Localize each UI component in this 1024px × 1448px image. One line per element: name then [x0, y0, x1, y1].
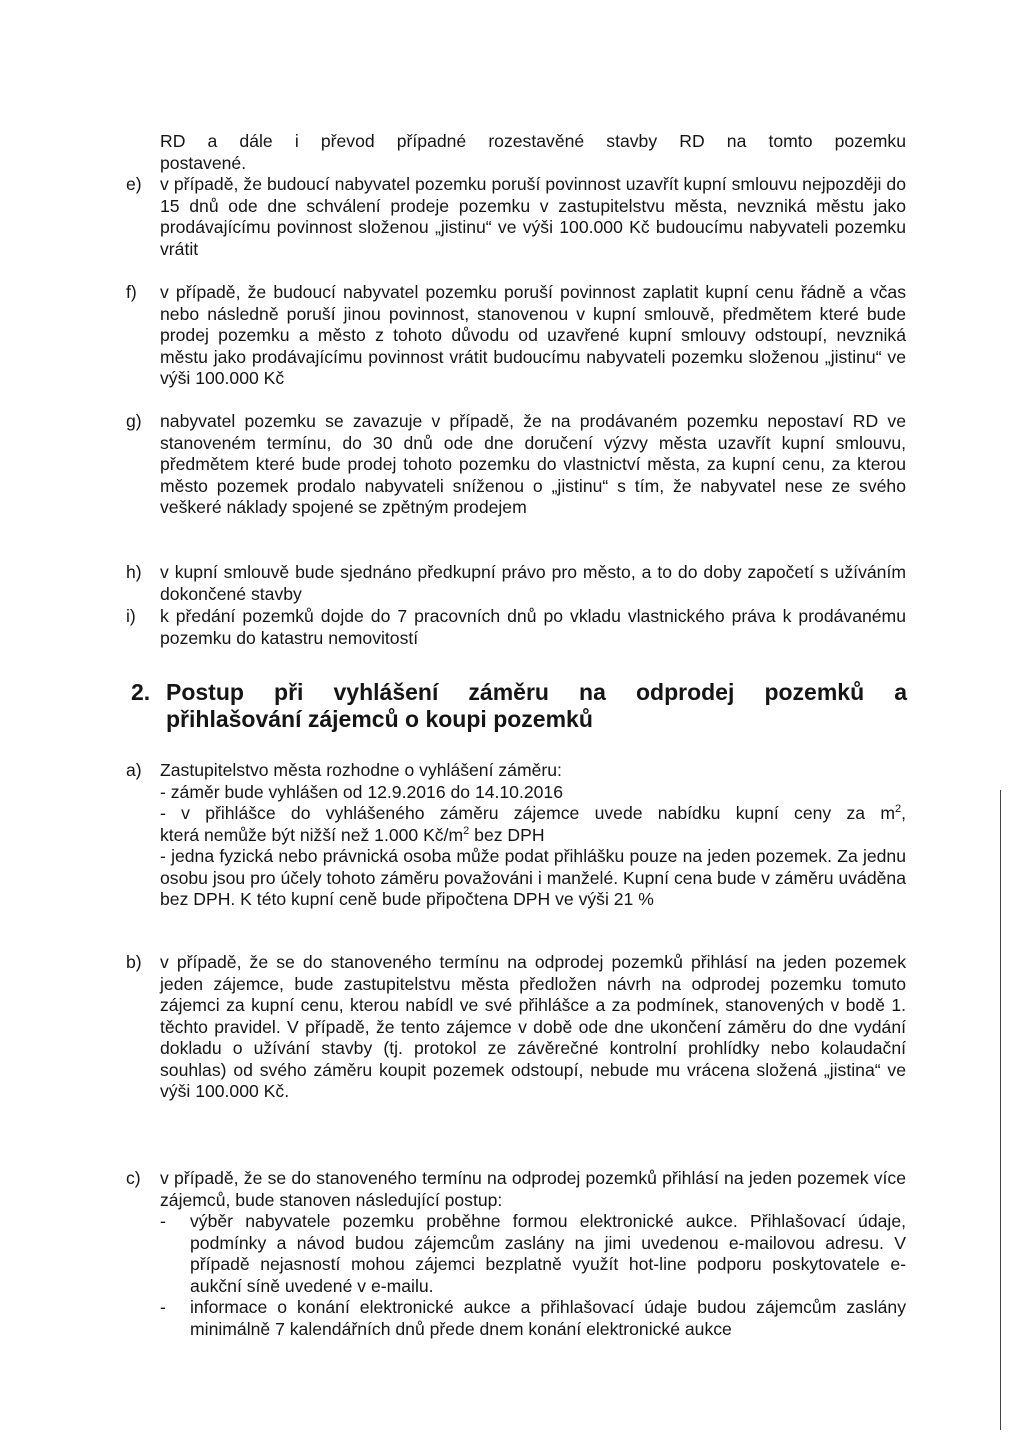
list-item-h — [126, 562, 906, 605]
section-title-line-1: Postup při vyhlášení záměru na odprodej pozemků a — [166, 679, 907, 705]
list-label: a) — [126, 760, 142, 780]
bullet-item — [160, 1297, 906, 1340]
margin-rule — [1000, 790, 1001, 1430]
item-a-line-3-text: - v přihlášce do vyhlášeného záměru zájemce uvede nabídku kupní ceny za m — [160, 803, 895, 823]
item-a-line-3-comma: , — [901, 803, 906, 823]
list-label: f) — [126, 282, 137, 302]
list-text: v případě, že budoucí nabyvatel pozemku poruší povinnost uzavřít kupní smlouvu nejpozději do 15 dnů ode dne schválení prodeje pozemku v zastupitelstvu města, nevzniká městu jako prodávajícímu povinnost složenou „jistinu“ ve výši 100.000 Kč budoucímu nabyvateli pozemku vrátit — [160, 174, 906, 259]
intro-line-2: postavené. — [160, 152, 247, 173]
list-text: v kupní smlouvě bude sjednáno předkupní právo pro město, a to do doby započetí s užíváním dokončené stavby — [160, 562, 906, 604]
item-a-line-4 — [160, 825, 906, 847]
intro-line-1: RD a dále i převod případné rozestavěné stavby RD na tomto pozemku — [160, 131, 906, 151]
item-a-line-3 — [160, 803, 906, 825]
bullet-text: výběr nabyvatele pozemku proběhne formou elektronické aukce. Přihlašovací údaje, podmínky a návod budou zájemcům zaslány na jimi uvedenou e-mailovou adresu. V případě nejasností mohou zájemci bezplatně využít hot-line podporu poskytovatele e-aukční síně uvedené v e-mailu. — [190, 1211, 906, 1296]
list-item-f — [126, 282, 906, 390]
list-text: v případě, že se do stanoveného termínu na odprodej pozemků přihlásí na jeden pozemek více zájemců, bude stanoven následující postup: — [160, 1168, 906, 1210]
list-text: v případě, že se do stanoveného termínu na odprodej pozemků přihlásí na jeden pozemek jeden zájemce, bude zastupitelstvu města předložen návrh na odprodej pozemku tomuto zájemci za kupní cenu, kterou nabídl ve své přihlášce a za podmínek, stanovených v bodě 1. těchto pravidel. V případě, že tento zájemce v době ode dne ukončení záměru do dne vydání dokladu o užívání stavby (tj. protokol ze závěrečné kontrolní prohlídky nebo kolaudační souhlas) od svého záměru koupit pozemek odstoupí, nebude mu vrácena složená „jistina“ ve výši 100.000 Kč. — [160, 952, 906, 1101]
list-text: v případě, že budoucí nabyvatel pozemku poruší povinnost zaplatit kupní cenu řádně a včas nebo následně poruší jinou povinnost, stanovenou v kupní smlouvě, předmětem které bude prodej pozemku a město z tohoto důvodu od uzavřené kupní smlouvy odstoupí, nevzniká městu jako prodávajícímu povinnost vrátit budoucímu nabyvateli pozemku složenou „jistinu“ ve výši 100.000 Kč — [160, 282, 906, 388]
item-a-line-1: Zastupitelstvo města rozhodne o vyhlášení záměru: — [160, 760, 562, 780]
list-item-g — [126, 411, 906, 519]
list-item-i — [126, 606, 906, 649]
superscript: 2 — [463, 824, 470, 837]
list-label: h) — [126, 562, 142, 582]
bullet-text: informace o konání elektronické aukce a přihlašovací údaje budou zájemcům zaslány minimálně 7 kalendářních dnů přede dnem konání elektronické aukce — [190, 1297, 906, 1339]
list-text: k předání pozemků dojde do 7 pracovních dnů po vkladu vlastnického práva k prodávanému pozemku do katastru nemovitostí — [160, 606, 906, 648]
item-a-para-2: - jedna fyzická nebo právnická osoba může podat přihlášku pouze na jeden pozemek. Za jednu osobu jsou pro účely tohoto záměru považováni i manželé. Kupní cena bude v záměru uváděna bez DPH. K této kupní ceně bude připočtena DPH ve výši 21 % — [160, 846, 906, 909]
list-label: e) — [126, 174, 142, 194]
list-item-a — [126, 760, 906, 911]
list-label: c) — [126, 1168, 141, 1188]
superscript: 2 — [894, 803, 902, 815]
section-number: 2. — [131, 679, 151, 705]
section-heading — [131, 679, 907, 733]
list-item-b — [126, 952, 906, 1103]
item-a-line-4-suffix: bez DPH — [469, 824, 545, 845]
intro-paragraph — [126, 131, 906, 174]
list-label: b) — [126, 952, 142, 972]
list-label: g) — [126, 411, 142, 431]
section-title-line-2: přihlašování zájemců o koupi pozemků — [166, 706, 593, 732]
bullet-item — [160, 1211, 906, 1297]
item-a-line-2: - záměr bude vyhlášen od 12.9.2016 do 14.10.2016 — [160, 781, 563, 802]
bullet-dash: - — [160, 1297, 166, 1317]
item-a-line-4-text: která nemůže být nižší než 1.000 Kč/m — [160, 824, 464, 845]
list-item-e — [126, 174, 906, 260]
list-text: nabyvatel pozemku se zavazuje v případě, že na prodávaném pozemku nepostaví RD ve stanoveném termínu, do 30 dnů ode dne doručení výzvy města uzavřít kupní smlouvu, předmětem které bude prodej tohoto pozemku do vlastnictví města, za kupní cenu, za kterou město pozemek prodalo nabyvateli sníženou o „jistinu“ s tím, že nabyvatel nese ze svého veškeré náklady spojené se zpětným prodejem — [160, 411, 906, 517]
list-item-c — [126, 1168, 906, 1211]
list-label: i) — [126, 606, 136, 626]
bullet-dash: - — [160, 1211, 166, 1231]
